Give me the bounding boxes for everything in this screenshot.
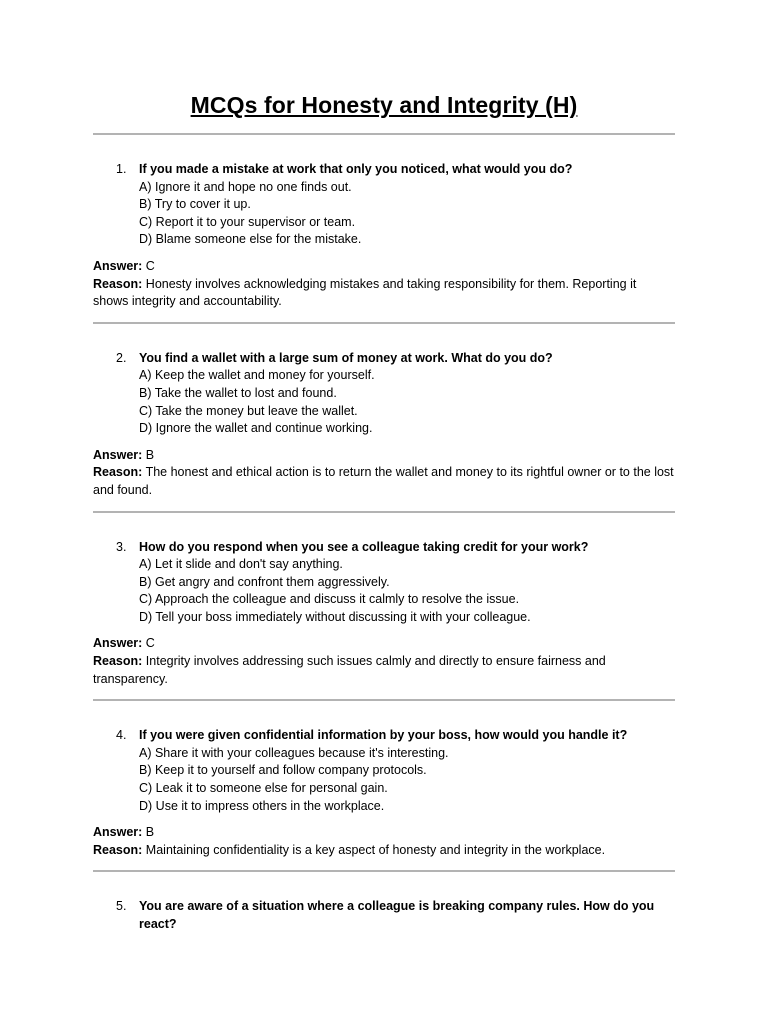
reason-label: Reason: bbox=[93, 654, 143, 669]
question-text: If you made a mistake at work that only you noticed, what would you do? bbox=[139, 162, 573, 176]
reason-line bbox=[93, 653, 675, 688]
reason-line bbox=[93, 464, 675, 499]
reason-text: Maintaining confidentiality is a key aspect of honesty and integrity in the workplace. bbox=[142, 842, 606, 857]
answer-label: Answer: bbox=[93, 636, 143, 651]
option: A) Keep the wallet and money for yourself. bbox=[139, 368, 375, 383]
option: A) Share it with your colleagues because it's interesting. bbox=[139, 745, 449, 760]
question-text: You are aware of a situation where a colleague is breaking company rules. How do you react? bbox=[139, 899, 655, 931]
answer-value: C bbox=[142, 258, 155, 273]
option: C) Approach the colleague and discuss it calmly to resolve the issue. bbox=[139, 592, 520, 607]
question-header bbox=[93, 727, 675, 745]
divider bbox=[93, 133, 675, 135]
question-header bbox=[93, 898, 675, 933]
answer-label: Answer: bbox=[93, 258, 143, 273]
reason-text: Integrity involves addressing such issues calmly and directly to ensure fairness and transparency. bbox=[93, 654, 606, 686]
answer-label: Answer: bbox=[93, 447, 143, 462]
option: B) Try to cover it up. bbox=[139, 197, 251, 212]
divider bbox=[93, 511, 675, 513]
answer-line bbox=[93, 447, 675, 465]
option: D) Use it to impress others in the workplace. bbox=[139, 798, 385, 813]
reason-text: The honest and ethical action is to return the wallet and money to its rightful owner or to the lost and found. bbox=[93, 465, 674, 497]
question-number: 4. bbox=[116, 728, 127, 743]
question-block bbox=[93, 350, 675, 500]
question-header bbox=[93, 539, 675, 557]
option: D) Ignore the wallet and continue working. bbox=[139, 421, 373, 436]
reason-label: Reason: bbox=[93, 842, 143, 857]
reason-label: Reason: bbox=[93, 465, 143, 480]
answer-label: Answer: bbox=[93, 825, 143, 840]
question-number: 5. bbox=[116, 899, 127, 914]
question-block bbox=[93, 898, 675, 933]
option: C) Leak it to someone else for personal gain. bbox=[139, 781, 388, 796]
reason-text: Honesty involves acknowledging mistakes and taking responsibility for them. Reporting it shows integrity and accountability. bbox=[93, 276, 637, 309]
reason-line bbox=[93, 842, 675, 860]
question-block bbox=[93, 539, 675, 689]
page-title: MCQs for Honesty and Integrity (H) bbox=[190, 92, 578, 118]
reason-label: Reason: bbox=[93, 276, 143, 291]
option: B) Get angry and confront them aggressively. bbox=[139, 574, 390, 589]
answer-line bbox=[93, 824, 675, 842]
answer-line bbox=[93, 635, 675, 653]
divider bbox=[93, 699, 675, 701]
option: D) Blame someone else for the mistake. bbox=[139, 232, 362, 247]
divider bbox=[93, 870, 675, 872]
option: A) Ignore it and hope no one finds out. bbox=[139, 179, 352, 194]
question-text: How do you respond when you see a colleague taking credit for your work? bbox=[139, 539, 589, 554]
question-text: If you were given confidential information by your boss, how would you handle it? bbox=[139, 728, 628, 743]
divider bbox=[93, 322, 675, 324]
option: D) Tell your boss immediately without discussing it with your colleague. bbox=[139, 609, 531, 624]
option: B) Take the wallet to lost and found. bbox=[139, 385, 337, 400]
option: B) Keep it to yourself and follow company protocols. bbox=[139, 763, 427, 778]
question-number: 2. bbox=[116, 350, 127, 365]
answer-line bbox=[93, 258, 675, 276]
reason-line bbox=[93, 276, 675, 311]
answer-value: B bbox=[142, 447, 155, 462]
question-block bbox=[93, 727, 675, 859]
question-text: You find a wallet with a large sum of money at work. What do you do? bbox=[139, 350, 553, 365]
question-number: 3. bbox=[116, 539, 127, 554]
question-header bbox=[93, 161, 675, 179]
option: C) Take the money but leave the wallet. bbox=[139, 403, 358, 418]
answer-value: C bbox=[142, 636, 155, 651]
answer-value: B bbox=[142, 825, 155, 840]
question-block bbox=[93, 161, 675, 311]
question-number: 1. bbox=[116, 162, 127, 176]
question-header bbox=[93, 350, 675, 368]
option: A) Let it slide and don't say anything. bbox=[139, 557, 343, 572]
option: C) Report it to your supervisor or team. bbox=[139, 214, 356, 229]
document-page bbox=[93, 0, 675, 934]
